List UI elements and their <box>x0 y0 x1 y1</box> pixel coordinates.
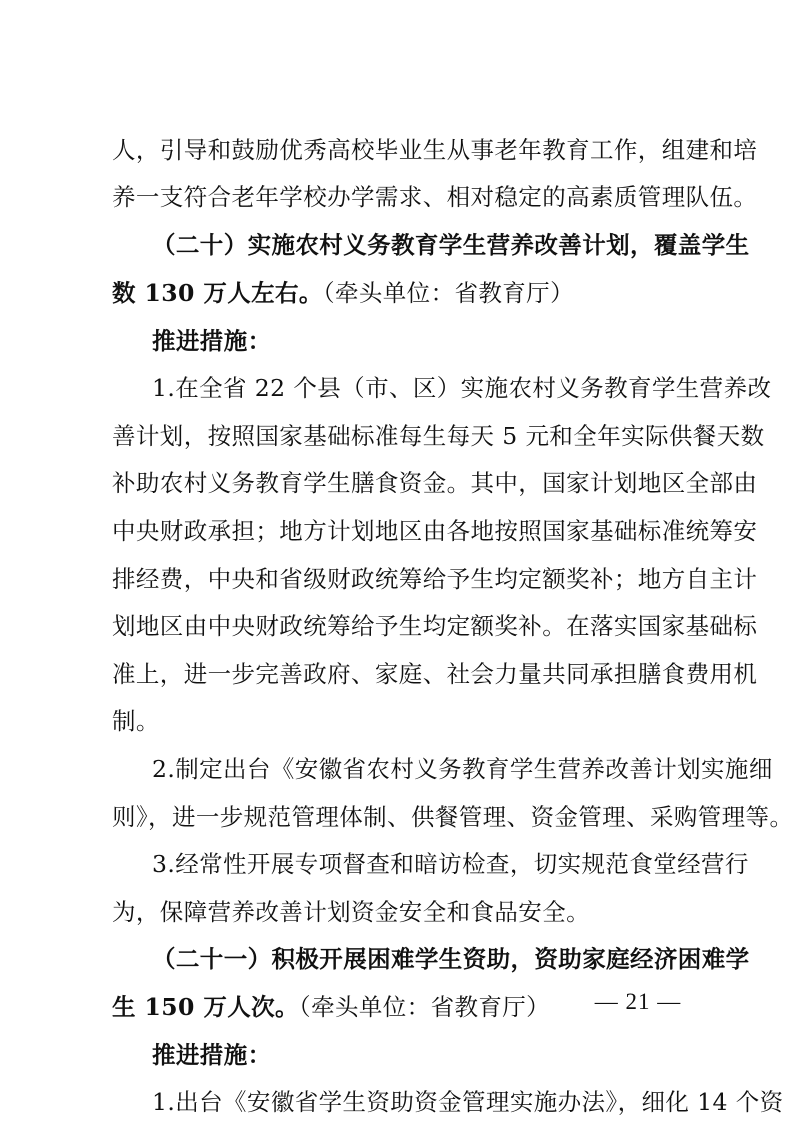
paragraph-line: 为，保障营养改善计划资金安全和食品安全。 <box>112 898 590 926</box>
paragraph-line: 准上，进一步完善政府、家庭、社会力量共同承担膳食费用机 <box>112 660 758 688</box>
lead-unit-note: （牵头单位：省教育厅） <box>298 993 551 1021</box>
subheading-measures: 推进措施： <box>152 327 272 355</box>
paragraph-line: 补助农村义务教育学生膳食资金。其中，国家计划地区全部由 <box>112 469 758 497</box>
section-heading-line: 数 130 万人左右。（牵头单位：省教育厅） <box>112 279 574 307</box>
paragraph-line: 1.出台《安徽省学生资助资金管理实施办法》，细化 14 个资 <box>152 1088 784 1116</box>
paragraph-line: 中央财政承担；地方计划地区由各地按照国家基础标准统筹安 <box>112 517 758 545</box>
subheading-measures: 推进措施： <box>152 1041 272 1069</box>
lead-unit-note: （牵头单位：省教育厅） <box>322 279 574 307</box>
paragraph-line: 2.制定出台《安徽省农村义务教育学生营养改善计划实施细 <box>152 755 773 783</box>
paragraph-line: 善计划，按照国家基础标准每生每天 5 元和全年实际供餐天数 <box>112 422 765 450</box>
paragraph-line: 养一支符合老年学校办学需求、相对稳定的高素质管理队伍。 <box>112 183 758 211</box>
section-heading-line: （二十一）积极开展困难学生资助，资助家庭经济困难学 <box>152 945 750 973</box>
paragraph-line: 则》，进一步规范管理体制、供餐管理、资金管理、采购管理等。 <box>112 803 793 831</box>
section-heading-line: 生 150 万人次。（牵头单位：省教育厅） <box>112 993 551 1021</box>
page-number: — 21 — <box>594 989 682 1014</box>
section-heading-line: （二十）实施农村义务教育学生营养改善计划，覆盖学生 <box>152 231 750 259</box>
paragraph-line: 划地区由中央财政统筹给予生均定额奖补。在落实国家基础标 <box>112 612 758 640</box>
paragraph-line: 3.经常性开展专项督查和暗访检查，切实规范食堂经营行 <box>152 850 749 878</box>
paragraph-line: 1.在全省 22 个县（市、区）实施农村义务教育学生营养改 <box>152 374 772 402</box>
paragraph-line: 人，引导和鼓励优秀高校毕业生从事老年教育工作，组建和培 <box>112 136 758 164</box>
paragraph-line: 排经费，中央和省级财政统筹给予生均定额奖补；地方自主计 <box>112 565 758 593</box>
paragraph-line: 制。 <box>112 707 160 735</box>
